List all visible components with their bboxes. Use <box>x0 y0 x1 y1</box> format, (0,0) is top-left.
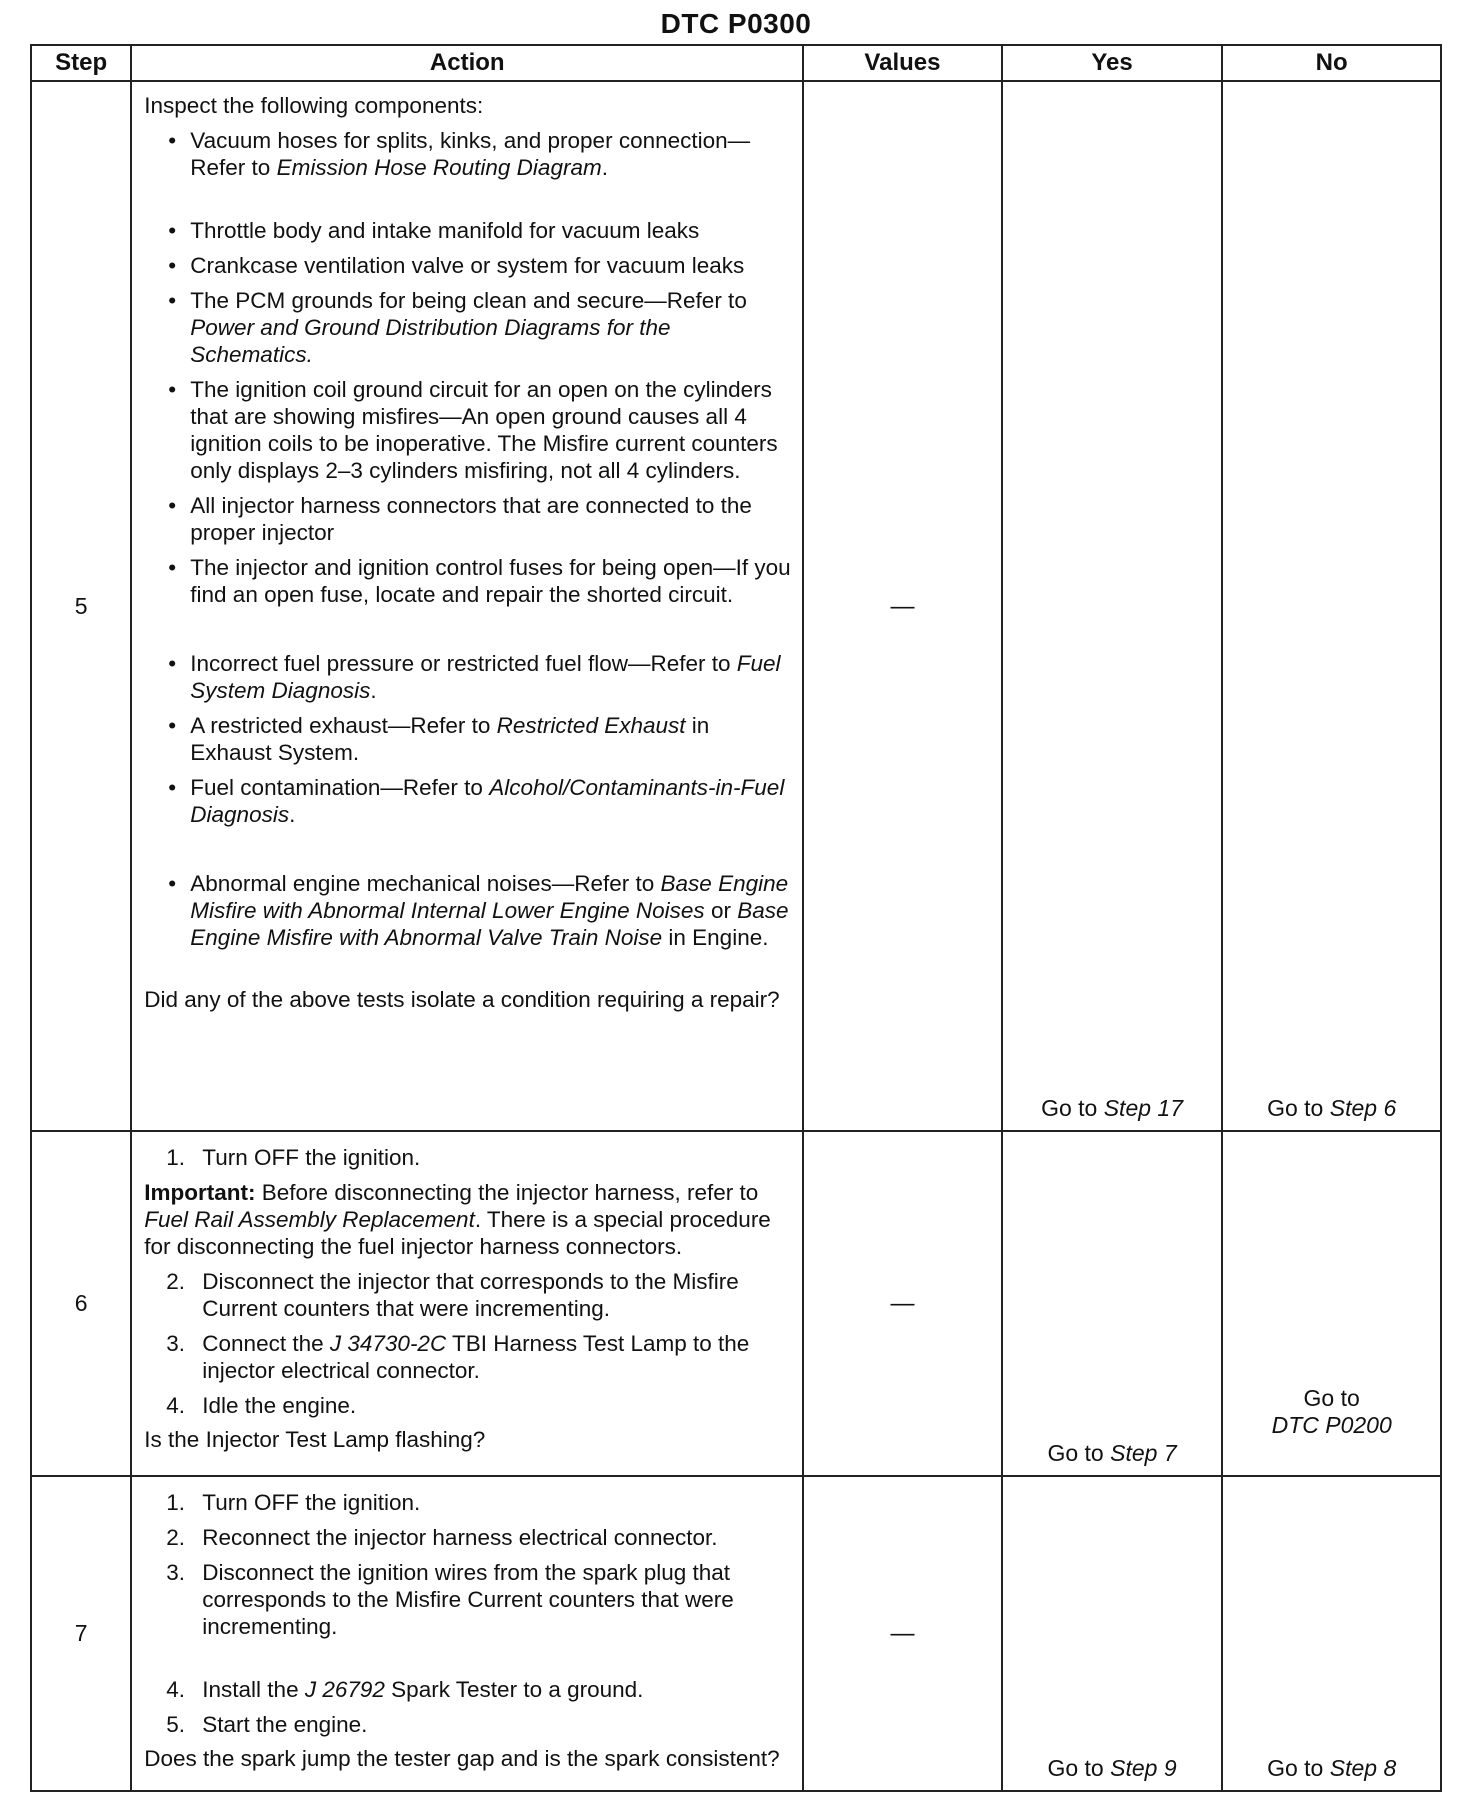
list-item: • The ignition coil ground circuit for an open on the cylinders that are showing misfires—An open ground causes all 4 ignition coils to be inoperative. The Misfire current counters only displays 2–3 cylinders misfiring, not all 4 cylinders. <box>144 376 792 484</box>
no-cell: Go to Step 8 <box>1222 1476 1441 1791</box>
page-title: DTC P0300 <box>660 8 812 39</box>
list-item: • Abnormal engine mechanical noises—Refer to Base Engine Misfire with Abnormal Internal Lower Engine Noises or Base Engine Misfire with Abnormal Valve Train Noise in Engine. <box>144 870 792 951</box>
header-values: Values <box>803 45 1002 81</box>
action-cell <box>131 81 803 1131</box>
list-item: • Fuel contamination—Refer to Alcohol/Contaminants-in-Fuel Diagnosis. <box>144 774 792 828</box>
list-item: • Incorrect fuel pressure or restricted fuel flow—Refer to Fuel System Diagnosis. <box>144 650 792 704</box>
values-cell: — <box>803 1131 1002 1476</box>
list-item: 4. Install the J 26792 Spark Tester to a ground. <box>166 1677 644 1702</box>
table-row-step-7 <box>31 1476 1441 1791</box>
list-item: • Crankcase ventilation valve or system for vacuum leaks <box>144 252 792 279</box>
action-intro: Inspect the following components: <box>144 93 484 118</box>
list-item: • Throttle body and intake manifold for vacuum leaks <box>144 217 792 244</box>
diagnostic-table <box>30 44 1442 1792</box>
table-row-step-5 <box>31 81 1441 1131</box>
list-item: • All injector harness connectors that are connected to the proper injector <box>144 492 792 546</box>
list-item: 1. Turn OFF the ignition. <box>166 1490 421 1515</box>
list-item: • The injector and ignition control fuses for being open—If you find an open fuse, locate and repair the shorted circuit. <box>144 554 792 608</box>
header-action: Action <box>131 45 803 81</box>
list-item: 3. Disconnect the ignition wires from the spark plug that corresponds to the Misfire Current counters that were incrementing. <box>166 1560 734 1639</box>
yes-cell: Go to Step 9 <box>1002 1476 1223 1791</box>
step-question: Does the spark jump the tester gap and is the spark consistent? <box>144 1746 780 1771</box>
yes-cell: Go to Step 7 <box>1002 1131 1223 1476</box>
list-item: 2. Reconnect the injector harness electrical connector. <box>166 1525 718 1550</box>
list-item: 2. Disconnect the injector that corresponds to the Misfire Current counters that were incrementing. <box>166 1269 739 1321</box>
step-question: Is the Injector Test Lamp flashing? <box>144 1427 486 1452</box>
step-number: 6 <box>31 1131 131 1476</box>
list-item: 4. Idle the engine. <box>166 1393 357 1418</box>
values-cell: — <box>803 1476 1002 1791</box>
values-cell: — <box>803 81 1002 1131</box>
yes-cell: Go to Step 17 <box>1002 81 1223 1131</box>
step-number: 5 <box>31 81 131 1131</box>
list-item: • The PCM grounds for being clean and secure—Refer to Power and Ground Distribution Diagrams for the Schematics. <box>144 287 792 368</box>
no-cell: Go to DTC P0200 <box>1222 1131 1441 1476</box>
list-item: 3. Connect the J 34730-2C TBI Harness Test Lamp to the injector electrical connector. <box>166 1331 750 1383</box>
header-step: Step <box>31 45 131 81</box>
list-item: • Vacuum hoses for splits, kinks, and proper connection—Refer to Emission Hose Routing Diagram. <box>144 127 792 181</box>
header-yes: Yes <box>1002 45 1223 81</box>
list-item: 5. Start the engine. <box>166 1712 368 1737</box>
header-row <box>31 45 1441 81</box>
step-number: 7 <box>31 1476 131 1791</box>
important-note: Important: Before disconnecting the injector harness, refer to Fuel Rail Assembly Replacement. There is a special procedure for disconnecting the fuel injector harness connectors. <box>144 1180 771 1259</box>
no-cell: Go to Step 6 <box>1222 81 1441 1131</box>
list-item: 1. Turn OFF the ignition. <box>166 1145 421 1170</box>
action-cell <box>131 1476 803 1791</box>
header-no: No <box>1222 45 1441 81</box>
list-item: • A restricted exhaust—Refer to Restricted Exhaust in Exhaust System. <box>144 712 792 766</box>
table-row-step-6 <box>31 1131 1441 1476</box>
step-question: Did any of the above tests isolate a condition requiring a repair? <box>144 987 780 1012</box>
action-cell <box>131 1131 803 1476</box>
